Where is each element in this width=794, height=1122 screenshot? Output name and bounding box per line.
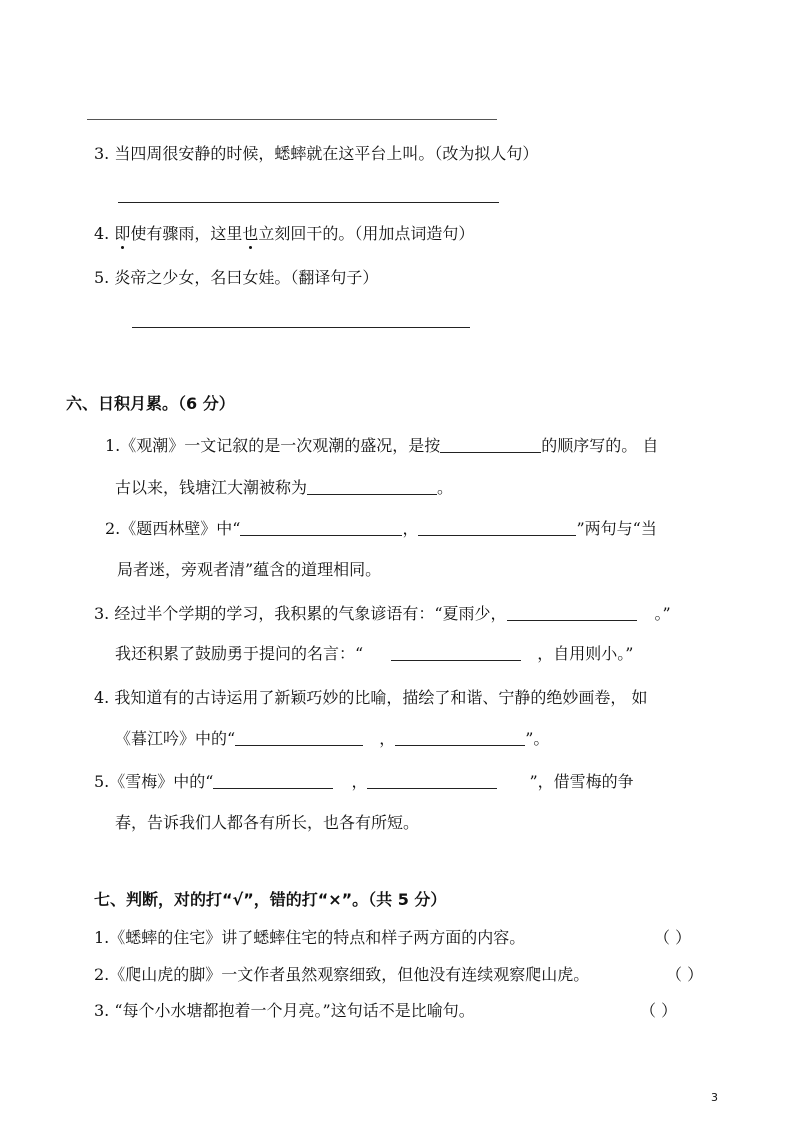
s6-item1-line1 — [105, 436, 658, 456]
s6-item5-line2: 春，告诉我们人都各有所长，也各有所短。 — [115, 813, 420, 832]
s6-item5-text-a: 5.《雪梅》中的“ — [94, 772, 214, 791]
s6-item2-text-c: ”两句与“当 — [576, 519, 657, 538]
q5-item4-part4: 立刻回干的。（用加点词造句） — [258, 224, 475, 243]
dotted-char-ye: 也 — [242, 224, 259, 243]
s7-item1-answer[interactable]: （ ） — [654, 928, 692, 947]
blank-qiantang-name[interactable] — [307, 478, 437, 495]
s6-item3-line1 — [94, 604, 671, 624]
blank-quote[interactable] — [391, 644, 521, 661]
blank-guanchao-order[interactable] — [440, 436, 541, 453]
s6-item1-text-a: 1.《观潮》一文记叙的是一次观潮的盛况，是按 — [105, 436, 441, 455]
s7-item2: 2.《爬山虎的脚》一文作者虽然观察细致，但他没有连续观察爬山虎。 — [94, 965, 590, 984]
q5-item4-num: 4. — [94, 224, 115, 243]
s6-item2-text-a: 2.《题西林壁》中“ — [105, 519, 241, 538]
blank-xilinbi-1[interactable] — [240, 519, 402, 536]
s6-item5-text-c: ”，借雪梅的争 — [529, 772, 634, 791]
blank-proverb[interactable] — [507, 604, 637, 621]
s6-item3-text-b: 。” — [654, 604, 671, 623]
s6-item4-text-c: ， — [379, 729, 396, 748]
answer-line-top — [87, 119, 497, 120]
blank-xuemei-1[interactable] — [213, 772, 333, 789]
page-number: 3 — [711, 1091, 718, 1104]
dotted-char-ji: 即 — [114, 224, 131, 243]
blank-xilinbi-2[interactable] — [418, 519, 576, 536]
s6-item3-text-c: 我还积累了鼓励勇于提问的名言：“ — [115, 644, 364, 663]
s6-item4-text-d: ”。 — [525, 729, 550, 748]
s6-item5-text-b: ， — [351, 772, 368, 791]
blank-mujiangyin-2[interactable] — [395, 729, 525, 746]
s6-item1-text-d: 。 — [437, 478, 454, 497]
s6-item5-line1 — [94, 772, 634, 792]
s6-item4-text-b: 《暮江吟》中的“ — [115, 729, 236, 748]
s6-item2-line1 — [105, 519, 657, 539]
q5-item3: 3. 当四周很安静的时候，蟋蟀就在这平台上叫。（改为拟人句） — [94, 144, 539, 163]
s7-item1: 1.《蟋蟀的住宅》讲了蟋蟀住宅的特点和样子两方面的内容。 — [94, 928, 526, 947]
s7-item3: 3. “每个小水塘都抱着一个月亮。”这句话不是比喻句。 — [94, 1001, 475, 1020]
section6-heading: 六、日积月累。（6 分） — [66, 394, 235, 413]
s6-item2-line2: 局者迷，旁观者清”蕴含的道理相同。 — [117, 560, 382, 579]
answer-line-item5[interactable] — [132, 327, 470, 328]
s6-item4-line2 — [115, 729, 549, 749]
s6-item1-line2 — [115, 478, 453, 498]
s6-item3-text-a: 3. 经过半个学期的学习，我积累的气象谚语有：“夏雨少， — [94, 604, 507, 623]
s6-item4-line1: 4. 我知道有的古诗运用了新颖巧妙的比喻，描绘了和谐、宁静的绝妙画卷， 如 — [94, 688, 648, 707]
blank-xuemei-2[interactable] — [367, 772, 497, 789]
s6-item1-text-b: 的顺序写的。 自 — [541, 436, 659, 455]
blank-mujiangyin-1[interactable] — [235, 729, 363, 746]
s7-item3-answer[interactable]: （ ） — [640, 1001, 678, 1020]
s6-item3-text-d: ，自用则小。” — [537, 644, 634, 663]
q5-item4 — [94, 224, 474, 244]
answer-line-item3[interactable] — [118, 202, 499, 203]
s7-item2-answer[interactable]: （ ） — [666, 965, 704, 984]
section7-heading: 七、判断，对的打“√”，错的打“×”。（共 5 分） — [94, 890, 447, 909]
s6-item1-text-c: 古以来，钱塘江大潮被称为 — [115, 478, 308, 497]
q5-item4-part2: 使有骤雨，这里 — [130, 224, 243, 243]
s6-item2-text-b: ， — [402, 519, 419, 538]
q5-item5: 5. 炎帝之少女，名曰女娃。（翻译句子） — [94, 268, 379, 287]
s6-item3-line2 — [115, 644, 633, 664]
